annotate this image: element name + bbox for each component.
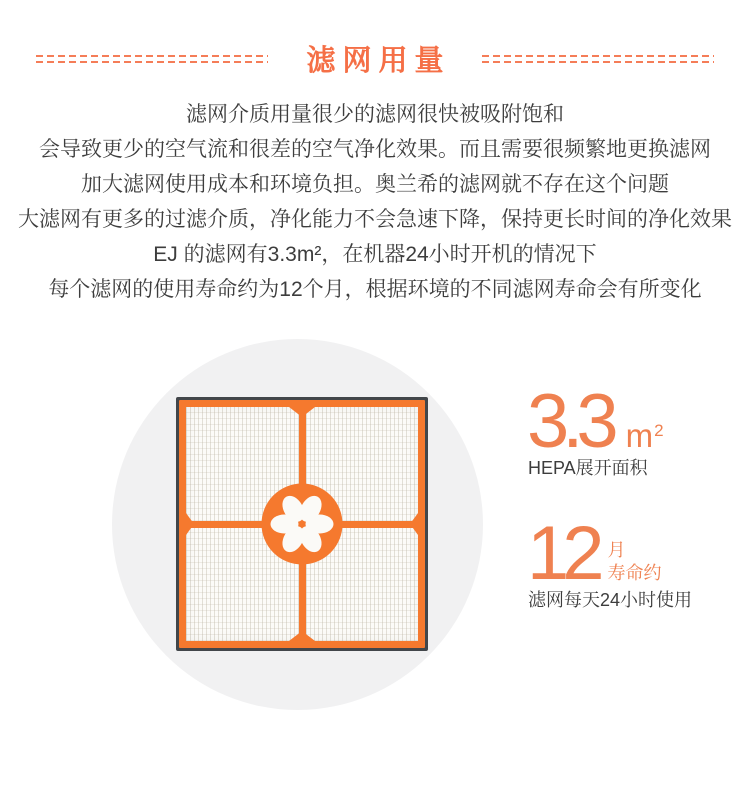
stat-hepa-area-value: 3.3	[527, 379, 612, 464]
paragraph-line: 滤网介质用量很少的滤网很快被吸附饱和	[186, 103, 564, 126]
section-title: 滤网用量	[306, 45, 451, 77]
filter-tab-bottom	[289, 631, 315, 641]
stat-hepa-area-unit: $m^2$	[625, 417, 664, 454]
paragraph-line: 加大滤网使用成本和环境负担。奥兰希的滤网就不存在这个问题	[81, 173, 669, 196]
hepa-filter-photo	[176, 397, 428, 651]
paragraph-line: 每个滤网的使用寿命约为12个月，根据环境的不同滤网寿命会有所变化	[48, 278, 702, 301]
stat-filter-lifespan-unit: 月	[607, 540, 626, 560]
stat-filter-lifespan-unit-stack	[608, 539, 662, 585]
stat-filter-lifespan	[527, 511, 662, 596]
stat-hepa-area-caption: HEPA展开面积	[528, 458, 648, 478]
header-right-divider	[482, 55, 714, 63]
filter-tab-top	[289, 407, 315, 417]
stat-filter-lifespan-value: 12	[527, 511, 598, 596]
paragraph-line: 大滤网有更多的过滤介质，净化能力不会急速下降，保持更长时间的净化效果	[18, 208, 732, 231]
filter-flower-grille-icon	[261, 483, 343, 565]
filter-tab-right	[410, 513, 418, 535]
stat-filter-lifespan-note: 寿命约	[607, 563, 662, 583]
filter-tab-left	[186, 513, 194, 535]
paragraph-line: 会导致更少的空气流和很差的空气净化效果。而且需要很频繁地更换滤网	[39, 138, 711, 161]
stat-hepa-area	[527, 379, 664, 464]
paragraph-line: EJ 的滤网有3.3m²，在机器24小时开机的情况下	[153, 243, 597, 266]
stat-filter-lifespan-caption: 滤网每天24小时使用	[528, 590, 693, 610]
description-paragraph	[0, 97, 750, 307]
photo-circle-background	[112, 339, 483, 710]
